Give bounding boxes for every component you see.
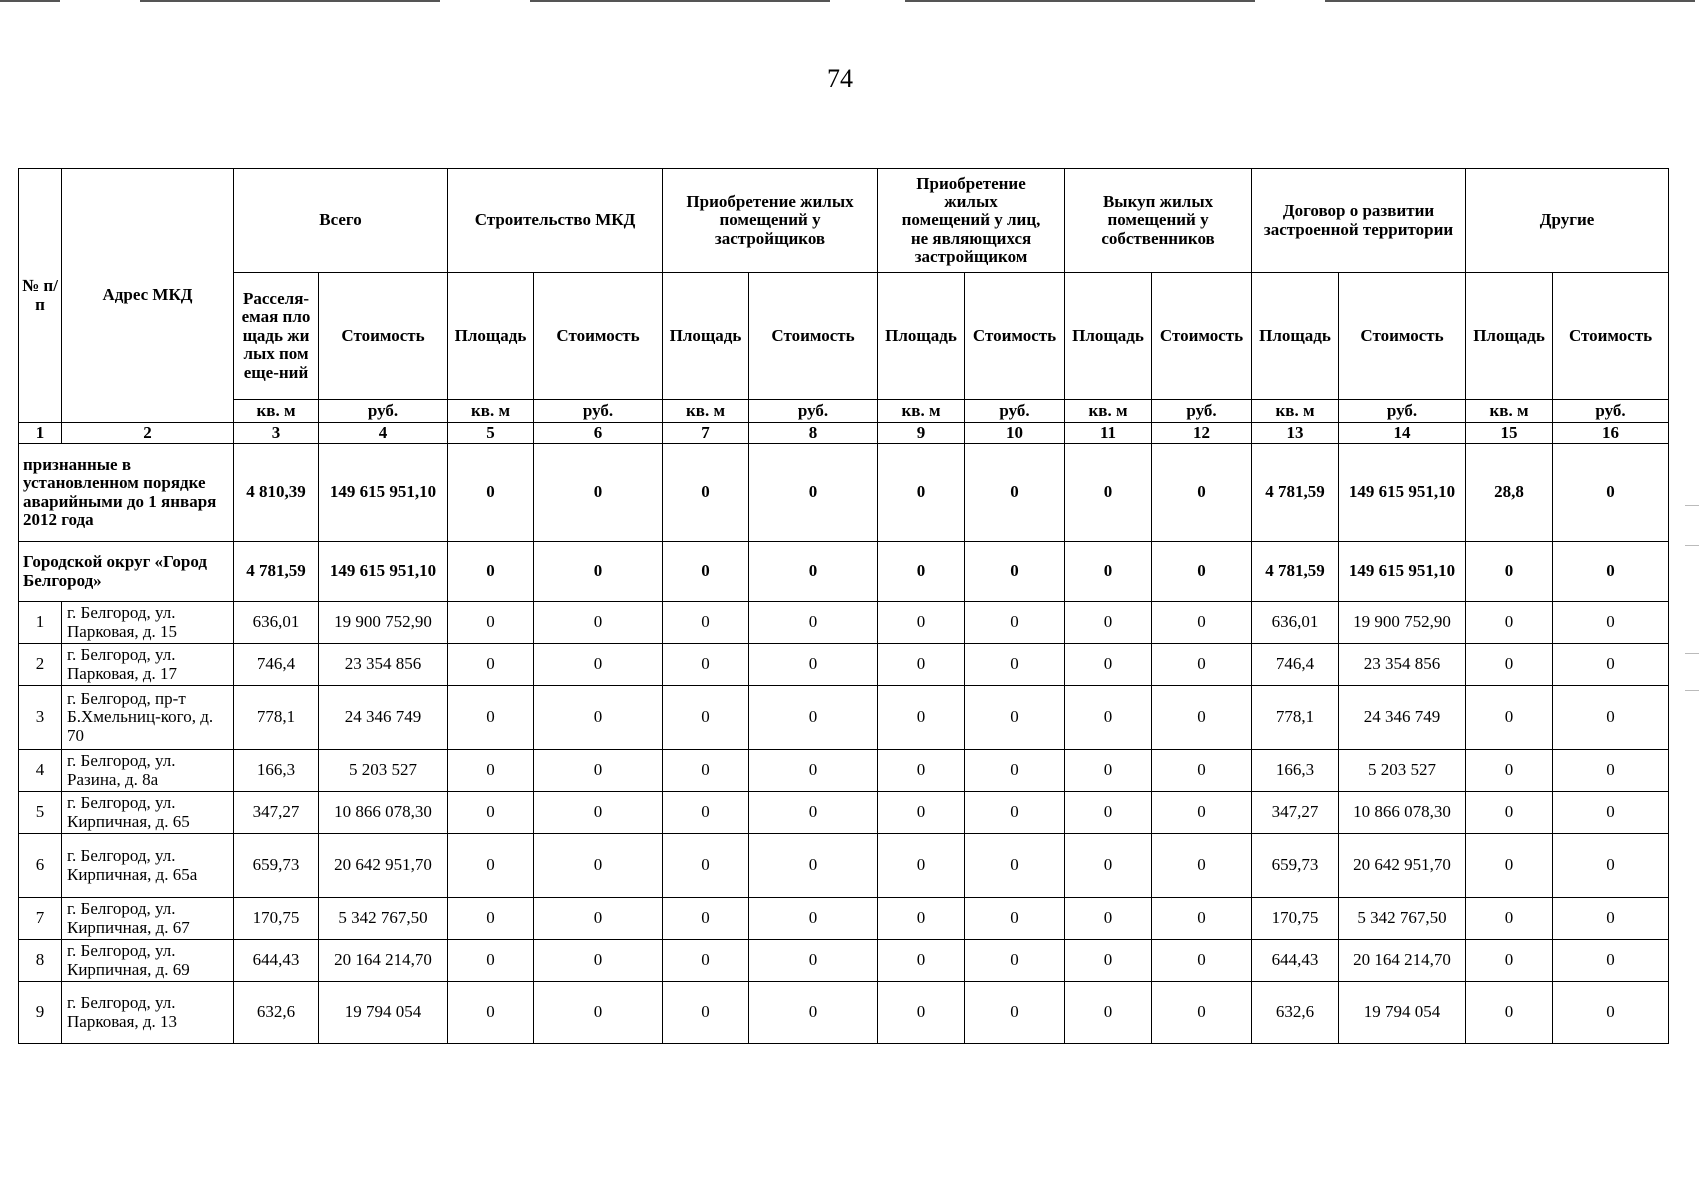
row-value: 0: [749, 982, 878, 1044]
header-address: Адрес МКД: [62, 169, 234, 423]
row-value: 5 203 527: [319, 750, 448, 792]
row-value: 0: [663, 750, 749, 792]
row-number: 8: [19, 940, 62, 982]
summary-label: признанные в установленном порядке аварийными до 1 января 2012 года: [19, 444, 234, 542]
row-value: 0: [878, 982, 965, 1044]
header-area: Площадь: [448, 273, 534, 400]
row-value: 644,43: [234, 940, 319, 982]
row-value: 0: [878, 750, 965, 792]
unit-cost-label: руб.: [319, 400, 448, 423]
row-value: 0: [965, 834, 1065, 898]
header-area: Площадь: [663, 273, 749, 400]
row-value: 659,73: [1252, 834, 1339, 898]
row-value: 644,43: [1252, 940, 1339, 982]
row-value: 0: [534, 750, 663, 792]
summary-value: 0: [965, 444, 1065, 542]
row-address: г. Белгород, ул. Разина, д. 8а: [62, 750, 234, 792]
row-value: 0: [663, 982, 749, 1044]
row-value: 0: [663, 602, 749, 644]
row-value: 0: [1065, 644, 1152, 686]
row-value: 778,1: [234, 686, 319, 750]
column-number: 1: [19, 423, 62, 444]
summary-value: 0: [448, 444, 534, 542]
row-value: 0: [965, 940, 1065, 982]
summary-value: 0: [1065, 542, 1152, 602]
row-value: 0: [749, 792, 878, 834]
row-value: 19 900 752,90: [1339, 602, 1466, 644]
row-value: 0: [663, 644, 749, 686]
row-value: 632,6: [1252, 982, 1339, 1044]
unit-area-label: кв. м: [1252, 400, 1339, 423]
row-value: 5 203 527: [1339, 750, 1466, 792]
scan-edge-line: [0, 0, 60, 2]
row-value: 0: [663, 898, 749, 940]
header-cost: Стоимость: [1152, 273, 1252, 400]
row-address: г. Белгород, ул. Парковая, д. 13: [62, 982, 234, 1044]
row-value: 0: [749, 898, 878, 940]
row-value: 0: [1065, 602, 1152, 644]
row-value: 0: [749, 940, 878, 982]
row-number: 7: [19, 898, 62, 940]
summary-value: 149 615 951,10: [1339, 444, 1466, 542]
row-value: 0: [749, 686, 878, 750]
summary-value: 0: [1065, 444, 1152, 542]
row-value: 0: [878, 602, 965, 644]
row-value: 0: [534, 898, 663, 940]
row-value: 0: [749, 644, 878, 686]
row-value: 0: [1152, 898, 1252, 940]
table-row: [19, 792, 1669, 834]
row-number: 4: [19, 750, 62, 792]
row-value: 0: [1065, 792, 1152, 834]
page-number: 74: [827, 64, 853, 93]
unit-cost-label: руб.: [534, 400, 663, 423]
row-value: 746,4: [234, 644, 319, 686]
header-group-buyout: Выкуп жилых помещений у собственников: [1065, 169, 1252, 273]
summary-value: 0: [663, 542, 749, 602]
row-value: 0: [448, 602, 534, 644]
row-value: 0: [1466, 792, 1553, 834]
row-value: 0: [965, 750, 1065, 792]
row-value: 0: [1152, 834, 1252, 898]
scan-edge-line: [530, 0, 830, 2]
row-value: 20 164 214,70: [1339, 940, 1466, 982]
row-address: г. Белгород, ул. Кирпичная, д. 65: [62, 792, 234, 834]
column-number: 4: [319, 423, 448, 444]
row-value: 0: [448, 792, 534, 834]
row-value: 0: [448, 940, 534, 982]
row-value: 0: [1065, 686, 1152, 750]
row-value: 0: [1152, 982, 1252, 1044]
column-number: 9: [878, 423, 965, 444]
column-number: 12: [1152, 423, 1252, 444]
row-value: 0: [878, 898, 965, 940]
row-value: 5 342 767,50: [319, 898, 448, 940]
unit-area-label: кв. м: [1466, 400, 1553, 423]
header-cost: Стоимость: [319, 273, 448, 400]
summary-value: 0: [1152, 444, 1252, 542]
summary-value: 4 781,59: [1252, 444, 1339, 542]
header-area: Площадь: [878, 273, 965, 400]
margin-mark: [1685, 653, 1699, 654]
row-value: 0: [1466, 940, 1553, 982]
row-value: 0: [448, 982, 534, 1044]
row-value: 0: [448, 644, 534, 686]
row-value: 0: [1152, 940, 1252, 982]
row-value: 347,27: [234, 792, 319, 834]
row-value: 0: [1152, 644, 1252, 686]
row-value: 0: [1466, 686, 1553, 750]
row-value: 0: [1152, 750, 1252, 792]
unit-cost-label: руб.: [1152, 400, 1252, 423]
summary-value: 0: [749, 542, 878, 602]
row-value: 0: [1553, 644, 1669, 686]
row-value: 0: [965, 898, 1065, 940]
row-value: 0: [534, 686, 663, 750]
row-value: 0: [663, 834, 749, 898]
header-area: Площадь: [1466, 273, 1553, 400]
header-group-territory: Договор о развитии застроенной территории: [1252, 169, 1466, 273]
row-value: 5 342 767,50: [1339, 898, 1466, 940]
unit-area-label: кв. м: [663, 400, 749, 423]
row-value: 0: [448, 686, 534, 750]
summary-value: 149 615 951,10: [319, 542, 448, 602]
scan-edge-line: [905, 0, 1255, 2]
row-value: 0: [534, 792, 663, 834]
row-value: 24 346 749: [1339, 686, 1466, 750]
summary-row: [19, 542, 1669, 602]
row-value: 636,01: [234, 602, 319, 644]
row-value: 0: [878, 686, 965, 750]
row-value: 0: [1466, 602, 1553, 644]
row-value: 0: [1466, 834, 1553, 898]
row-value: 0: [534, 834, 663, 898]
row-address: г. Белгород, пр-т Б.Хмельниц-кого, д. 70: [62, 686, 234, 750]
row-value: 0: [1466, 982, 1553, 1044]
row-number: 9: [19, 982, 62, 1044]
summary-value: 149 615 951,10: [319, 444, 448, 542]
header-group-total: Всего: [234, 169, 448, 273]
row-value: 0: [1553, 834, 1669, 898]
row-value: 0: [1553, 898, 1669, 940]
row-value: 0: [965, 602, 1065, 644]
row-value: 0: [448, 898, 534, 940]
row-number: 3: [19, 686, 62, 750]
row-value: 166,3: [1252, 750, 1339, 792]
table-row: [19, 898, 1669, 940]
row-value: 23 354 856: [319, 644, 448, 686]
summary-value: 4 781,59: [1252, 542, 1339, 602]
margin-mark: [1685, 545, 1699, 546]
header-area: Площадь: [1252, 273, 1339, 400]
row-value: 0: [965, 792, 1065, 834]
row-value: 0: [1553, 686, 1669, 750]
row-value: 746,4: [1252, 644, 1339, 686]
row-value: 19 794 054: [1339, 982, 1466, 1044]
unit-area-label: кв. м: [1065, 400, 1152, 423]
header-group-construction: Строительство МКД: [448, 169, 663, 273]
column-number: 10: [965, 423, 1065, 444]
row-value: 19 794 054: [319, 982, 448, 1044]
row-value: 0: [749, 834, 878, 898]
row-value: 0: [1466, 898, 1553, 940]
column-number: 16: [1553, 423, 1669, 444]
row-value: 0: [749, 750, 878, 792]
unit-area-label: кв. м: [878, 400, 965, 423]
margin-mark: [1685, 690, 1699, 691]
row-value: 0: [663, 686, 749, 750]
row-address: г. Белгород, ул. Кирпичная, д. 65а: [62, 834, 234, 898]
row-value: 20 164 214,70: [319, 940, 448, 982]
row-value: 0: [1466, 644, 1553, 686]
row-value: 0: [878, 644, 965, 686]
row-value: 0: [448, 834, 534, 898]
column-number: 6: [534, 423, 663, 444]
row-value: 0: [878, 792, 965, 834]
row-number: 6: [19, 834, 62, 898]
summary-value: 0: [965, 542, 1065, 602]
row-value: 0: [1065, 982, 1152, 1044]
scan-edge-line: [140, 0, 440, 2]
row-value: 0: [878, 940, 965, 982]
unit-cost-label: руб.: [1553, 400, 1669, 423]
summary-label: Городской округ «Город Белгород»: [19, 542, 234, 602]
summary-value: 0: [1553, 444, 1669, 542]
row-value: 0: [1553, 982, 1669, 1044]
column-number: 14: [1339, 423, 1466, 444]
table-row: [19, 602, 1669, 644]
row-address: г. Белгород, ул. Парковая, д. 17: [62, 644, 234, 686]
row-value: 0: [1065, 898, 1152, 940]
summary-value: 0: [1466, 542, 1553, 602]
row-value: 0: [663, 940, 749, 982]
row-value: 347,27: [1252, 792, 1339, 834]
row-value: 20 642 951,70: [319, 834, 448, 898]
header-cost: Стоимость: [965, 273, 1065, 400]
header-group-developers: Приобретение жилых помещений у застройщиков: [663, 169, 878, 273]
row-value: 170,75: [234, 898, 319, 940]
row-value: 659,73: [234, 834, 319, 898]
row-value: 0: [1065, 940, 1152, 982]
column-number: 11: [1065, 423, 1152, 444]
row-number: 2: [19, 644, 62, 686]
header-area: Площадь: [1065, 273, 1152, 400]
row-value: 0: [749, 602, 878, 644]
column-number: 3: [234, 423, 319, 444]
table-row: [19, 686, 1669, 750]
row-value: 0: [1065, 834, 1152, 898]
row-value: 19 900 752,90: [319, 602, 448, 644]
row-value: 0: [1065, 750, 1152, 792]
row-value: 0: [1553, 792, 1669, 834]
unit-cost-label: руб.: [965, 400, 1065, 423]
row-value: 0: [1553, 940, 1669, 982]
row-address: г. Белгород, ул. Парковая, д. 15: [62, 602, 234, 644]
unit-area-label: кв. м: [234, 400, 319, 423]
table-row: [19, 750, 1669, 792]
header-group-other: Другие: [1466, 169, 1669, 273]
summary-value: 0: [534, 542, 663, 602]
row-value: 0: [1553, 602, 1669, 644]
row-value: 24 346 749: [319, 686, 448, 750]
column-number: 2: [62, 423, 234, 444]
summary-value: 0: [878, 444, 965, 542]
unit-cost-label: руб.: [1339, 400, 1466, 423]
header-group-non-developers: Приобретение жилых помещений у лиц, не являющихся застройщиком: [878, 169, 1065, 273]
row-value: 636,01: [1252, 602, 1339, 644]
row-value: 20 642 951,70: [1339, 834, 1466, 898]
column-number: 8: [749, 423, 878, 444]
summary-value: 4 781,59: [234, 542, 319, 602]
row-value: 0: [1152, 686, 1252, 750]
row-value: 0: [965, 644, 1065, 686]
summary-value: 149 615 951,10: [1339, 542, 1466, 602]
column-number: 5: [448, 423, 534, 444]
header-cost: Стоимость: [749, 273, 878, 400]
row-value: 0: [663, 792, 749, 834]
summary-value: 0: [448, 542, 534, 602]
row-value: 0: [1553, 750, 1669, 792]
column-number: 13: [1252, 423, 1339, 444]
header-cost: Стоимость: [1339, 273, 1466, 400]
row-value: 0: [1152, 792, 1252, 834]
header-area-first: Расселя-емая площадь жилых помеще-ний: [234, 273, 319, 400]
summary-row: [19, 444, 1669, 542]
header-cost: Стоимость: [1553, 273, 1669, 400]
row-number: 5: [19, 792, 62, 834]
row-value: 166,3: [234, 750, 319, 792]
row-value: 0: [448, 750, 534, 792]
summary-value: 4 810,39: [234, 444, 319, 542]
summary-value: 0: [878, 542, 965, 602]
row-value: 632,6: [234, 982, 319, 1044]
row-value: 0: [534, 982, 663, 1044]
column-number: 7: [663, 423, 749, 444]
row-value: 23 354 856: [1339, 644, 1466, 686]
row-value: 0: [534, 644, 663, 686]
row-value: 170,75: [1252, 898, 1339, 940]
row-value: 778,1: [1252, 686, 1339, 750]
unit-cost-label: руб.: [749, 400, 878, 423]
row-value: 0: [534, 602, 663, 644]
table-row: [19, 982, 1669, 1044]
table-row: [19, 644, 1669, 686]
row-value: 0: [965, 982, 1065, 1044]
row-address: г. Белгород, ул. Кирпичная, д. 67: [62, 898, 234, 940]
row-value: 0: [1466, 750, 1553, 792]
header-num: № п/п: [19, 169, 62, 423]
header-cost: Стоимость: [534, 273, 663, 400]
scan-edge-line: [1325, 0, 1695, 2]
row-value: 0: [878, 834, 965, 898]
summary-value: 0: [534, 444, 663, 542]
table-row: [19, 834, 1669, 898]
row-value: 10 866 078,30: [319, 792, 448, 834]
summary-value: 0: [749, 444, 878, 542]
column-number: 15: [1466, 423, 1553, 444]
margin-mark: [1685, 505, 1699, 506]
row-number: 1: [19, 602, 62, 644]
summary-value: 28,8: [1466, 444, 1553, 542]
resettlement-table: [18, 168, 1669, 1044]
summary-value: 0: [1553, 542, 1669, 602]
row-value: 0: [1152, 602, 1252, 644]
summary-value: 0: [663, 444, 749, 542]
unit-area-label: кв. м: [448, 400, 534, 423]
row-value: 0: [965, 686, 1065, 750]
row-value: 0: [534, 940, 663, 982]
row-address: г. Белгород, ул. Кирпичная, д. 69: [62, 940, 234, 982]
row-value: 10 866 078,30: [1339, 792, 1466, 834]
summary-value: 0: [1152, 542, 1252, 602]
table-row: [19, 940, 1669, 982]
